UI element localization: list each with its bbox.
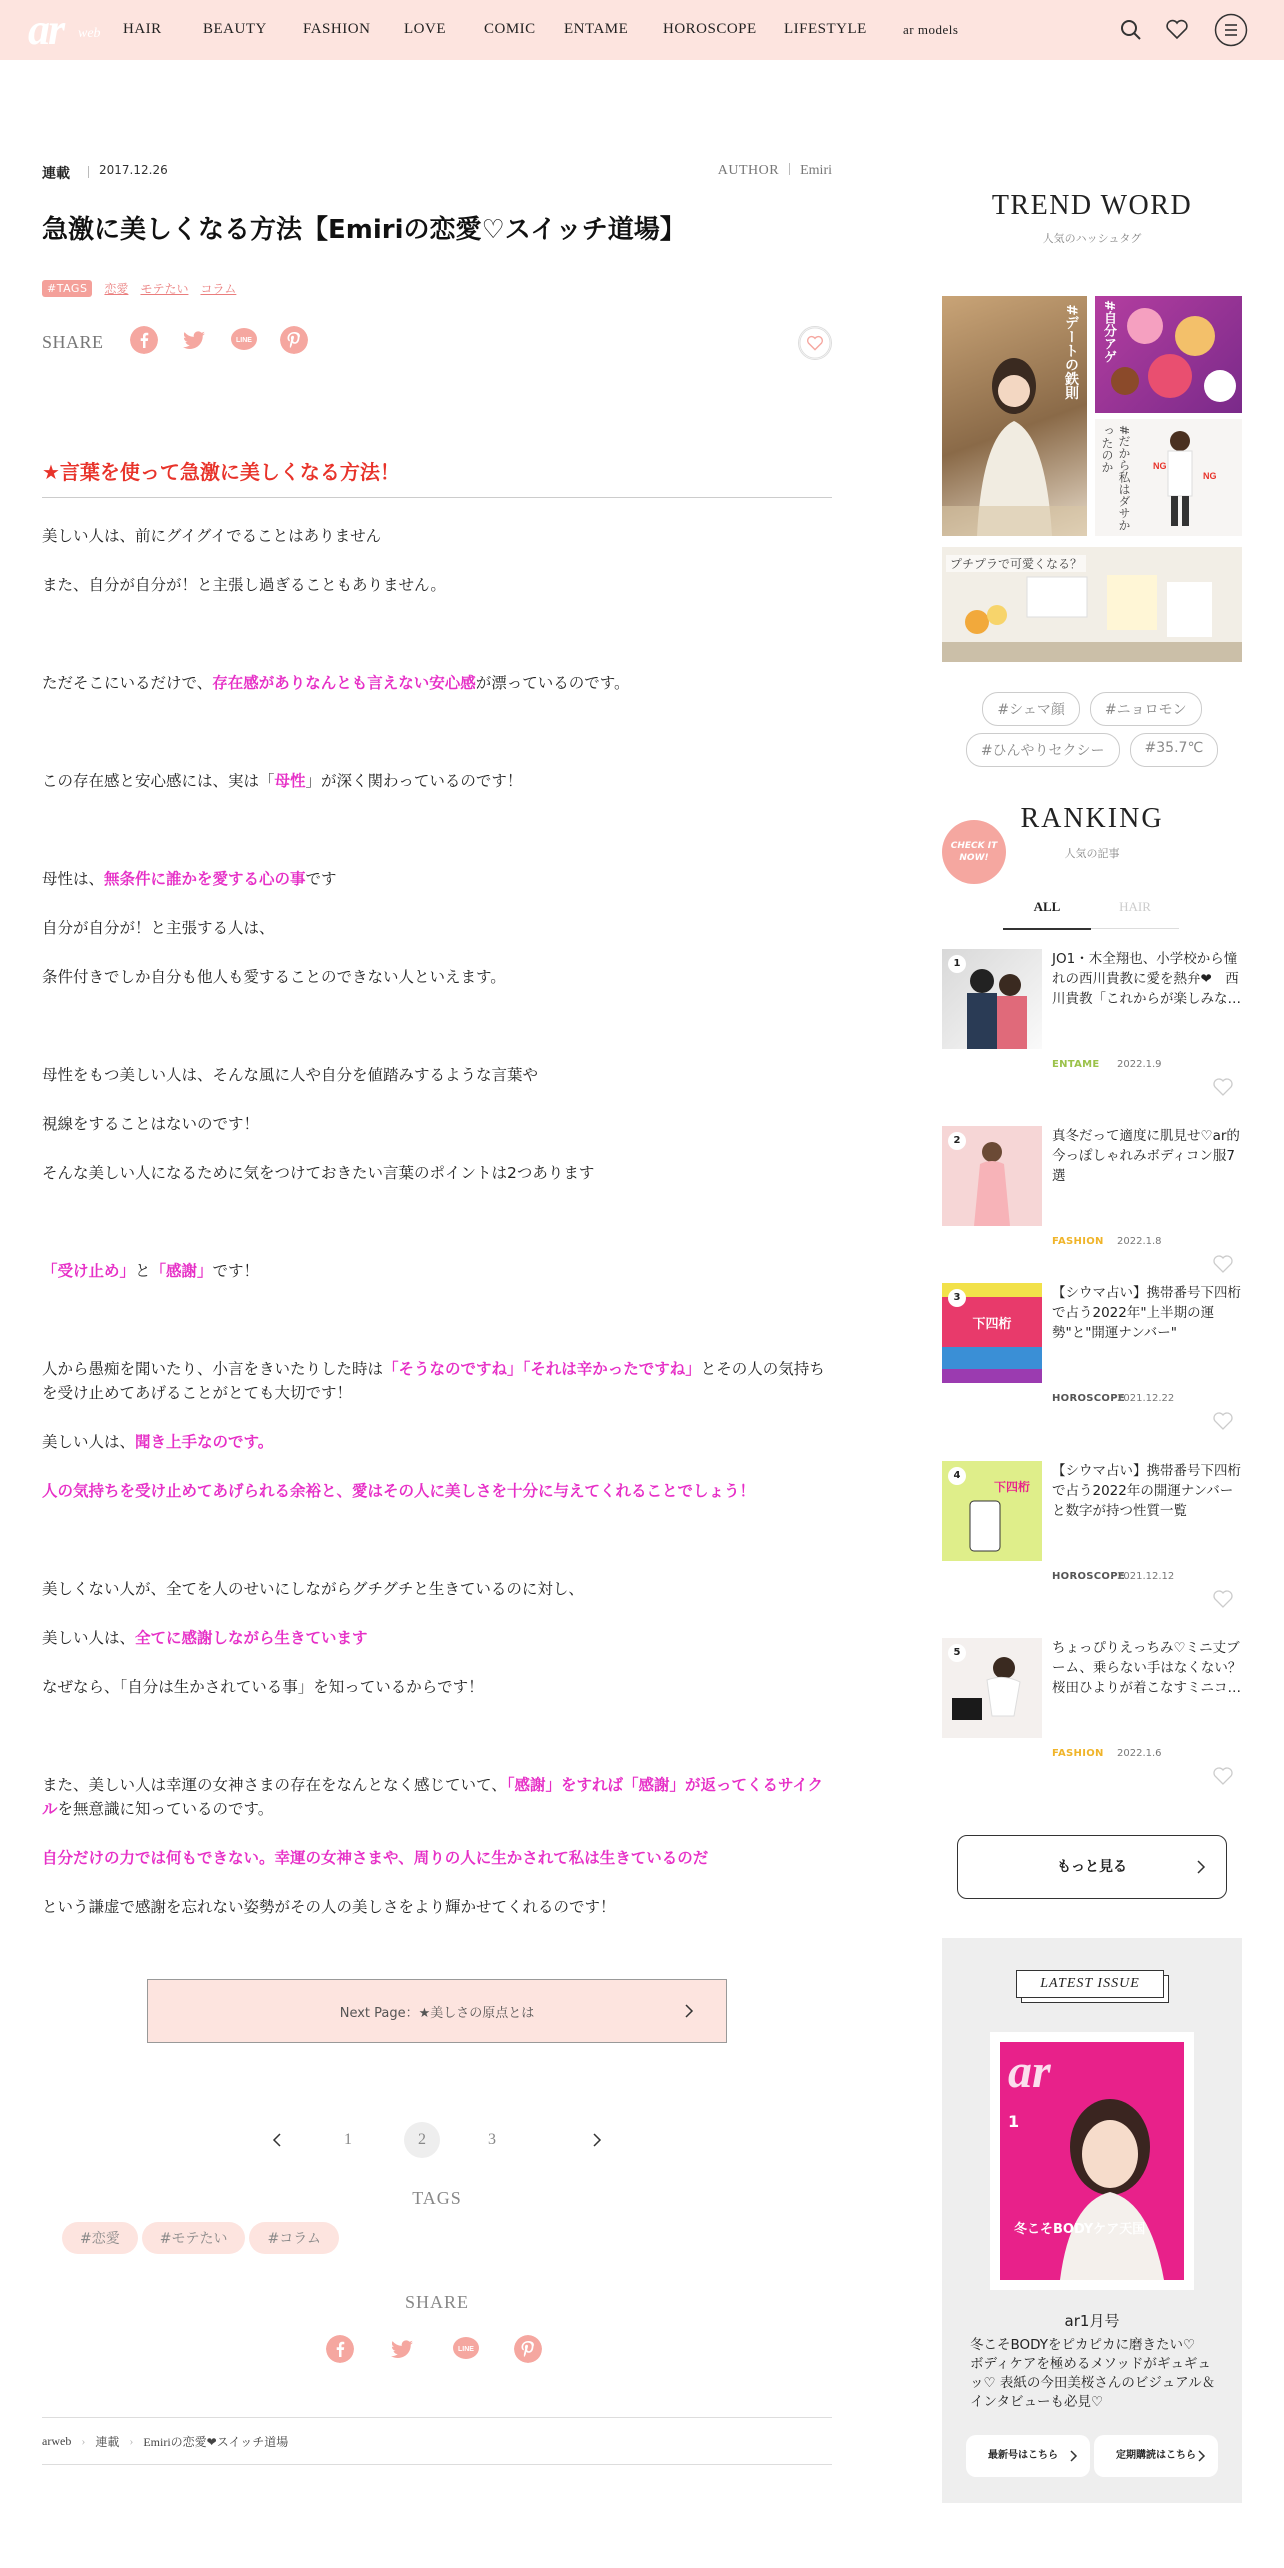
trend-image-caption: #だから私はダサかったのか: [1100, 425, 1131, 532]
page-number[interactable]: 1: [344, 2131, 352, 2148]
page-number[interactable]: 3: [488, 2131, 496, 2148]
next-page-label: Next Page：★美しさの原点とは: [339, 2005, 535, 2021]
latest-issue-description: 冬こそBODYをピカピカに磨きたい♡ ボディケアを極めるメソッドがギュギュッ♡ 表紙の今田美桜さんのビジュアル＆インタビューも必見♡: [970, 2337, 1216, 2410]
body-paragraph: 美しい人は、全てに感謝しながら生きています: [42, 1629, 368, 1647]
rank-number: 5: [948, 1644, 966, 1662]
tag-pill[interactable]: #恋愛: [62, 2222, 138, 2254]
chevron-right-icon: [680, 2002, 698, 2020]
latest-issue-panel: [942, 1938, 1242, 2503]
body-paragraph: 母性をもつ美しい人は、そんな風に人や自分を値踏みするような言葉や: [42, 1066, 539, 1084]
article-tags: [42, 280, 236, 297]
trend-word-title: TREND WORD: [991, 190, 1193, 221]
rank-number: 3: [948, 1289, 966, 1307]
body-paragraph: 視線をすることはないのです！: [42, 1115, 260, 1133]
latest-issue-button-label: 最新号はこちら: [988, 2450, 1058, 2461]
pagination: [260, 2120, 620, 2160]
prev-page-icon[interactable]: [260, 2122, 296, 2158]
ranking-category: FASHION: [1052, 1748, 1104, 1759]
ranking-item[interactable]: [942, 1461, 1242, 1631]
logo-sub: web: [78, 26, 101, 41]
nav-entame[interactable]: ENTAME: [564, 21, 629, 37]
svg-text:NG: NG: [1153, 461, 1167, 471]
pinterest-icon[interactable]: [514, 2335, 542, 2363]
rank-number: 2: [948, 1132, 966, 1150]
svg-text:LINE: LINE: [458, 2346, 474, 2353]
trend-image-date[interactable]: [942, 296, 1087, 536]
body-paragraph: 母性は、無条件に誰かを愛する心の事です: [42, 870, 337, 888]
hashtag-pill[interactable]: #ニョロモン: [1090, 692, 1202, 726]
ranking-category: HOROSCOPE: [1052, 1571, 1125, 1582]
subscribe-button[interactable]: [1094, 2435, 1218, 2477]
ranking-heart-icon[interactable]: [1212, 1077, 1234, 1097]
page-number-active[interactable]: 2: [404, 2122, 440, 2158]
latest-issue-button[interactable]: [966, 2435, 1090, 2477]
body-paragraph: 自分だけの力では何もできない。幸運の女神さまや、周りの人に生かされて私は生きているのだ: [42, 1849, 709, 1867]
tags-bottom: [62, 2222, 339, 2254]
search-icon[interactable]: [1117, 16, 1145, 44]
menu-icon[interactable]: [1214, 13, 1248, 47]
see-more-label: もっと見る: [1057, 1859, 1127, 1875]
favorites-heart-icon[interactable]: [1163, 16, 1191, 44]
tag-link[interactable]: 恋愛: [104, 282, 129, 296]
svg-text:NG: NG: [1203, 471, 1217, 481]
nav-comic[interactable]: COMIC: [484, 21, 536, 37]
ranking-date: 2022.1.9: [1117, 1059, 1162, 1070]
body-paragraph: なぜなら、「自分は生かされている事」を知っているからです！: [42, 1678, 484, 1696]
body-paragraph: そんな美しい人になるために気をつけておきたい言葉のポイントは2つあります: [42, 1164, 595, 1182]
breadcrumb-item[interactable]: 連載: [95, 2434, 120, 2449]
tag-link[interactable]: モテたい: [140, 282, 189, 296]
subscribe-button-label: 定期購読はこちら: [1116, 2450, 1196, 2461]
ranking-item[interactable]: [942, 1638, 1242, 1808]
breadcrumb-item[interactable]: Emiriの恋愛❤スイッチ道場: [143, 2434, 289, 2449]
body-paragraph: また、美しい人は幸運の女神さまの存在をなんとなく感じていて、「感謝」をすれば「感謝」が返ってくるサイクルを無意識に知っているのです。: [42, 1776, 824, 1818]
ranking-item[interactable]: [942, 1126, 1242, 1296]
hashtag-row: [942, 733, 1242, 767]
ranking-title: RANKING: [1020, 803, 1164, 834]
ranking-heart-icon[interactable]: [1212, 1766, 1234, 1786]
tag-pill[interactable]: #モテたい: [142, 2222, 246, 2254]
site-header: [0, 0, 1284, 60]
trend-image-caption: #自分アゲ: [1101, 300, 1116, 363]
body-paragraph: また、自分が自分が！と主張し過ぎることもありません。: [42, 576, 446, 594]
chevron-right-icon: [1192, 1858, 1210, 1876]
see-more-button[interactable]: [957, 1835, 1227, 1899]
ranking-item[interactable]: [942, 949, 1242, 1119]
facebook-icon[interactable]: [326, 2335, 354, 2363]
chevron-right-icon: [1066, 2449, 1080, 2463]
rank-number: 4: [948, 1467, 966, 1485]
ranking-heart-icon[interactable]: [1212, 1254, 1234, 1274]
magazine-cover[interactable]: [990, 2032, 1194, 2290]
svg-text:下四桁: 下四桁: [993, 1480, 1031, 1494]
magazine-logo: ar: [1008, 2045, 1051, 2098]
nav-fashion[interactable]: FASHION: [303, 21, 371, 37]
ranking-title-text: 真冬だって適度に肌見せ♡ar的今っぽしゃれみボディコン服7選: [1052, 1128, 1240, 1184]
breadcrumb-item[interactable]: arweb: [42, 2433, 72, 2448]
check-it-now-badge: CHECK IT NOW!: [942, 820, 1006, 884]
facebook-icon[interactable]: [130, 326, 158, 354]
hashtag-pill[interactable]: #シェマ顔: [982, 692, 1079, 726]
author-label: AUTHOR: [717, 163, 780, 178]
ranking-category: FASHION: [1052, 1236, 1104, 1247]
trend-word-subtitle: 人気のハッシュタグ: [1042, 232, 1142, 245]
latest-issue-name: ar1月号: [1064, 2312, 1120, 2330]
share-section-title: SHARE: [404, 2292, 469, 2312]
body-paragraph: 自分が自分が！と主張する人は、: [42, 919, 275, 937]
tags-section-title: TAGS: [412, 2188, 462, 2208]
body-paragraph: 美しくない人が、全てを人のせいにしながらグチグチと生きているのに対し、: [42, 1580, 584, 1598]
tab-all[interactable]: ALL: [1033, 899, 1061, 914]
ranking-date: 2022.1.8: [1117, 1236, 1162, 1247]
ranking-category: ENTAME: [1052, 1059, 1100, 1070]
site-logo[interactable]: [28, 6, 108, 54]
trend-image-caption: プチプラで可愛くなる？: [946, 555, 1086, 572]
line-icon[interactable]: [230, 326, 258, 354]
body-paragraph: この存在感と安心感には、実は「母性」が深く関わっているのです！: [42, 772, 523, 790]
pinterest-icon[interactable]: [280, 326, 308, 354]
nav-lifestyle[interactable]: LIFESTYLE: [784, 21, 867, 37]
body-paragraph: 人から愚痴を聞いたり、小言をきいたりした時は「そうなのですね」「それは辛かったですね」とその人の気持ちを受け止めてあげることがとても大切です！: [42, 1360, 825, 1402]
ranking-title-text: ちょっぴりえっちみ♡ミニ丈ブーム、乗らない手はなくない？桜田ひよりが着こなすミニコ…: [1052, 1640, 1242, 1696]
ranking-heart-icon[interactable]: [1212, 1411, 1234, 1431]
share-row-top: [42, 326, 832, 358]
article-title: 急激に美しくなる方法【Emiriの恋愛♡スイッチ道場】: [42, 215, 686, 245]
body-paragraph: 美しい人は、前にグイグイでることはありません: [42, 527, 382, 545]
twitter-icon[interactable]: [388, 2335, 416, 2363]
trend-image-self[interactable]: [1095, 296, 1242, 413]
article-category[interactable]: 連載: [42, 166, 70, 182]
rank-number: 1: [948, 955, 966, 973]
tag-pill[interactable]: #コラム: [249, 2222, 339, 2254]
ranking-subtitle: 人気の記事: [1064, 847, 1120, 860]
nav-beauty[interactable]: BEAUTY: [203, 21, 267, 37]
chevron-right-icon: [1194, 2449, 1208, 2463]
share-row-bottom: [326, 2335, 556, 2367]
ranking-category: HOROSCOPE: [1052, 1393, 1125, 1404]
magazine-issue-number: 1: [1008, 2112, 1020, 2131]
next-page-icon[interactable]: [578, 2122, 614, 2158]
nav-horoscope[interactable]: HOROSCOPE: [663, 21, 757, 37]
magazine-cover-art: [1000, 2042, 1184, 2280]
meta-divider: [88, 166, 89, 178]
ranking-date: 2022.1.6: [1117, 1748, 1162, 1759]
section-heading: ★言葉を使って急激に美しくなる方法！: [42, 456, 832, 498]
tags-badge: #TAGS: [42, 280, 92, 297]
like-heart-button[interactable]: [798, 326, 832, 360]
twitter-icon[interactable]: [180, 326, 208, 354]
ranking-date: 2021.12.22: [1117, 1393, 1175, 1404]
share-label: SHARE: [42, 332, 104, 352]
tag-link[interactable]: コラム: [200, 282, 237, 296]
trend-image-caption: #デートの鉄則: [1063, 304, 1079, 400]
svg-text:下四桁: 下四桁: [972, 1317, 1012, 1332]
body-paragraph: という謙虚で感謝を忘れない姿勢がその人の美しさをより輝かせてくれるのです！: [42, 1898, 616, 1916]
trend-image-petitpla[interactable]: [942, 547, 1242, 662]
trend-image-dasai[interactable]: [1095, 419, 1242, 536]
body-paragraph: 美しい人は、聞き上手なのです。: [42, 1433, 274, 1451]
author-info: [718, 163, 832, 179]
next-page-button[interactable]: [147, 1979, 727, 2043]
body-paragraph: 条件付きでしか自分も他人も愛することのできない人といえます。: [42, 968, 506, 986]
nav-love[interactable]: LOVE: [404, 21, 446, 37]
nav-ar-models[interactable]: ar models: [903, 22, 959, 37]
ranking-date: 2021.12.12: [1117, 1571, 1175, 1582]
magazine-headline: 冬こそBODYケア天国: [1014, 2222, 1146, 2237]
latest-issue-label: LATEST ISSUE: [1016, 1970, 1164, 1998]
ranking-heart-icon[interactable]: [1212, 1589, 1234, 1609]
article-date: 2017.12.26: [99, 163, 168, 177]
svg-text:LINE: LINE: [236, 337, 252, 344]
ranking-title-text: 【シウマ占い】携帯番号下四桁で占う2022年の開運ナンバーと数字が持つ性質一覧: [1052, 1463, 1241, 1519]
body-paragraph: 人の気持ちを受け止めてあげられる余裕と、愛はその人に美しさを十分に与えてくれることでしょう！: [42, 1482, 756, 1500]
hashtag-row: [942, 692, 1242, 726]
active-tab-underline: [1003, 928, 1091, 930]
hashtag-pill[interactable]: #ひんやりセクシー: [966, 733, 1120, 767]
tab-hair[interactable]: HAIR: [1119, 899, 1151, 914]
line-icon[interactable]: [452, 2335, 480, 2363]
body-paragraph: 「受け止め」と「感謝」です！: [42, 1262, 260, 1280]
ranking-title-text: 【シウマ占い】携帯番号下四桁で占う2022年"上半期の運勢"と"開運ナンバー": [1052, 1285, 1241, 1341]
ranking-item[interactable]: [942, 1283, 1242, 1453]
breadcrumb: arweb › 連載 › Emiriの恋愛❤スイッチ道場: [42, 2417, 832, 2465]
logo-text: ar: [28, 5, 64, 54]
hashtag-pill[interactable]: #35.7℃: [1130, 733, 1219, 767]
ranking-title-text: JO1・木全翔也、小学校から憧れの西川貴教に愛を熱弁❤ 西川貴教「これからが楽しみな…: [1052, 951, 1241, 1007]
ranking-tabs: [1003, 893, 1179, 929]
author-name[interactable]: Emiri: [800, 163, 832, 178]
body-paragraph: ただそこにいるだけで、存在感がありなんとも言えない安心感が漂っているのです。: [42, 674, 630, 692]
nav-hair[interactable]: HAIR: [123, 21, 162, 37]
article-meta: [42, 163, 832, 183]
